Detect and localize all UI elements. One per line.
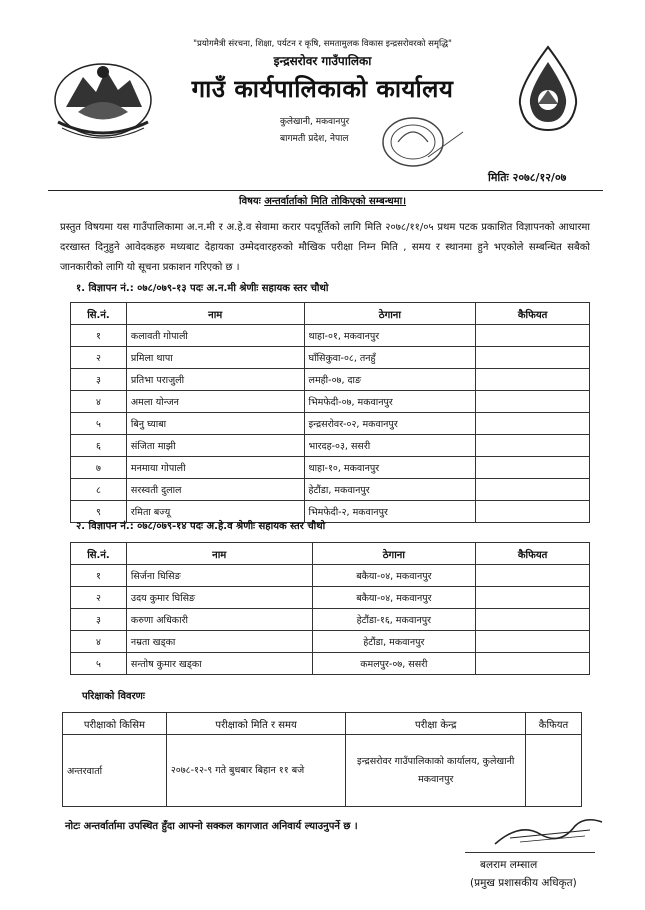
remarks-cell — [476, 369, 590, 391]
table-header-row — [71, 543, 590, 565]
address-cell: हेटौंडा, मकवानपुर — [312, 631, 476, 653]
remarks-cell — [476, 435, 590, 457]
table-row — [71, 653, 590, 675]
table-row — [71, 587, 590, 609]
exam-type-cell: अन्तरवार्ता — [63, 735, 167, 807]
column-header: परीक्षाको मिति र समय — [166, 713, 346, 735]
table-row — [71, 325, 590, 347]
candidates-table-1 — [70, 302, 590, 523]
name-cell: रमिता बज्यू — [126, 501, 304, 523]
address-cell: लमही-०७, दाङ — [304, 369, 476, 391]
table-row — [71, 391, 590, 413]
name-cell: सरस्वती दुलाल — [126, 479, 304, 501]
header-tagline: "प्रयोगमैत्री संरचना, शिक्षा, पर्यटन र कृषि, समतामुलक विकास इन्द्रसरोवरको समृद्धि" — [193, 39, 452, 49]
signature-icon — [490, 812, 610, 852]
serial-cell: ७ — [71, 457, 127, 479]
serial-cell: ५ — [71, 413, 127, 435]
column-header: नाम — [126, 543, 312, 565]
column-header: परीक्षा केन्द्र — [346, 713, 526, 735]
signature-line — [465, 852, 595, 853]
remarks-cell — [476, 391, 590, 413]
signatory-title: (प्रमुख प्रशासकीय अधिकृत) — [470, 877, 577, 889]
serial-cell: १ — [71, 325, 127, 347]
office-stamp-icon — [378, 112, 468, 172]
serial-cell: ४ — [71, 391, 127, 413]
table-row — [71, 457, 590, 479]
table-row — [71, 369, 590, 391]
name-cell: नम्रता खड्का — [126, 631, 312, 653]
table-header-row — [63, 713, 582, 735]
remarks-cell — [476, 325, 590, 347]
column-header: कैफियत — [526, 713, 582, 735]
exam-datetime-cell: २०७८-१२-९ गते बुधबार बिहान ११ बजे — [166, 735, 346, 807]
address-cell: इन्द्रसरोवर-०२, मकवानपुर — [304, 413, 476, 435]
address-line2: बागमती प्रदेश, नेपाल — [280, 134, 349, 144]
address-cell: थाहा-०१, मकवानपुर — [304, 325, 476, 347]
table-row — [71, 609, 590, 631]
office-name: इन्द्रसरोवर गाउँपालिका — [273, 54, 372, 68]
column-header: नाम — [126, 303, 304, 325]
address-cell: थाहा-१०, मकवानपुर — [304, 457, 476, 479]
name-cell: सन्तोष कुमार खड्का — [126, 653, 312, 675]
address-cell: भिमफेदी-२, मकवानपुर — [304, 501, 476, 523]
table-row — [71, 479, 590, 501]
remarks-cell — [476, 479, 590, 501]
nepal-emblem-icon — [48, 52, 158, 140]
signatory-name: बलराम लम्साल — [480, 859, 538, 871]
remarks-cell — [476, 653, 590, 675]
exam-details-table — [62, 712, 582, 807]
section1-heading: १. विज्ञापन नं.: ०७८/०७९-१३ पदः अ.न.मी श्रेणीः सहायक स्तर चौथो — [76, 283, 329, 294]
table-header-row — [71, 303, 590, 325]
address-cell: हेटौंडा, मकवानपुर — [304, 479, 476, 501]
name-cell: संजिता माझी — [126, 435, 304, 457]
serial-cell: ३ — [71, 609, 127, 631]
address-cell: बकैया-०४, मकवानपुर — [312, 565, 476, 587]
address-cell: कमलपुर-०७, ससरी — [312, 653, 476, 675]
table-row — [63, 735, 582, 807]
column-header: सि.नं. — [71, 303, 127, 325]
table-row — [71, 347, 590, 369]
serial-cell: १ — [71, 565, 127, 587]
office-title: गाउँ कार्यपालिकाको कार्यालय — [191, 75, 454, 103]
address-line1: कुलेखानी, मकवानपुर — [280, 117, 350, 127]
section2-heading: २. विज्ञापन नं.: ०७८/०७९-१४ पदः अ.हे.व श्रेणीः सहायक स्तर चौथो — [76, 521, 326, 532]
column-header: ठेगाना — [304, 303, 476, 325]
name-cell: सिर्जना घिसिङ — [126, 565, 312, 587]
candidates-table-2 — [70, 542, 590, 675]
name-cell: मनमाया गोपाली — [126, 457, 304, 479]
column-header: सि.नं. — [71, 543, 127, 565]
table-row — [71, 413, 590, 435]
remarks-cell — [476, 587, 590, 609]
remarks-cell — [476, 609, 590, 631]
remarks-cell — [526, 735, 582, 807]
remarks-cell — [476, 501, 590, 523]
serial-cell: ८ — [71, 479, 127, 501]
remarks-cell — [476, 565, 590, 587]
serial-cell: ६ — [71, 435, 127, 457]
address-cell: घाँसिकुवा-०८, तनहुँ — [304, 347, 476, 369]
name-cell: अमला योन्जन — [126, 391, 304, 413]
exam-heading: परिक्षाको विवरणः — [82, 691, 145, 702]
table-row — [71, 435, 590, 457]
address-cell: हेटौंडा-१६, मकवानपुर — [312, 609, 476, 631]
exam-center-cell: इन्द्रसरोवर गाउँपालिकाको कार्यालय, कुलेखानी मकवानपुर — [346, 735, 526, 807]
address-cell: भारदह-०३, ससरी — [304, 435, 476, 457]
address-cell: बकैया-०४, मकवानपुर — [312, 587, 476, 609]
column-header: कैफियत — [476, 543, 590, 565]
serial-cell: ४ — [71, 631, 127, 653]
remarks-cell — [476, 347, 590, 369]
column-header: कैफियत — [476, 303, 590, 325]
name-cell: प्रतिभा पराजुली — [126, 369, 304, 391]
column-header: ठेगाना — [312, 543, 476, 565]
serial-cell: ३ — [71, 369, 127, 391]
subject-line — [0, 193, 645, 207]
serial-cell: २ — [71, 587, 127, 609]
note-text: नोटः अन्तर्वार्तामा उपस्थित हुँदा आफ्नो सक्कल कागजात अनिवार्य ल्याउनुपर्ने छ । — [65, 821, 358, 832]
serial-cell: ५ — [71, 653, 127, 675]
table-row — [71, 631, 590, 653]
subject-text: अन्तर्वार्ताको मिति तोकिएको सम्बन्धमा। — [264, 196, 407, 207]
remarks-cell — [476, 631, 590, 653]
serial-cell: २ — [71, 347, 127, 369]
name-cell: करुणा अधिकारी — [126, 609, 312, 631]
column-header: परीक्षाको किसिम — [63, 713, 167, 735]
name-cell: उदय कुमार घिसिङ — [126, 587, 312, 609]
municipality-logo-icon — [508, 42, 588, 137]
subject-label: विषयः — [238, 196, 261, 207]
name-cell: प्रमिला थापा — [126, 347, 304, 369]
body-paragraph: प्रस्तुत विषयमा यस गाउँपालिकामा अ.न.मी र अ.हे.व सेवामा करार पदपूर्तिको लागि मिति २०७८/११/०५ प्रथम पटक प्रकाशित विज्ञापनको आधारमा दरखास्त दिनुहुने आवेदकहरु मध्यबाट देहायका उम्मेदवारहरुको मौखिक परीक्षा निम्न मिति , समय र स्थानमा हुने भएकोले सम्बन्धित सबैको जानकारीको लागि यो सूचना प्रकाशन गरिएको छ । — [60, 222, 590, 273]
remarks-cell — [476, 413, 590, 435]
header-divider — [48, 190, 603, 191]
name-cell: कलावती गोपाली — [126, 325, 304, 347]
letter-date: मितिः २०७८/१२/०७ — [488, 171, 567, 184]
name-cell: बिनु घ्याबा — [126, 413, 304, 435]
remarks-cell — [476, 457, 590, 479]
table-row — [71, 565, 590, 587]
serial-cell: ९ — [71, 501, 127, 523]
address-cell: भिमफेदी-०७, मकवानपुर — [304, 391, 476, 413]
